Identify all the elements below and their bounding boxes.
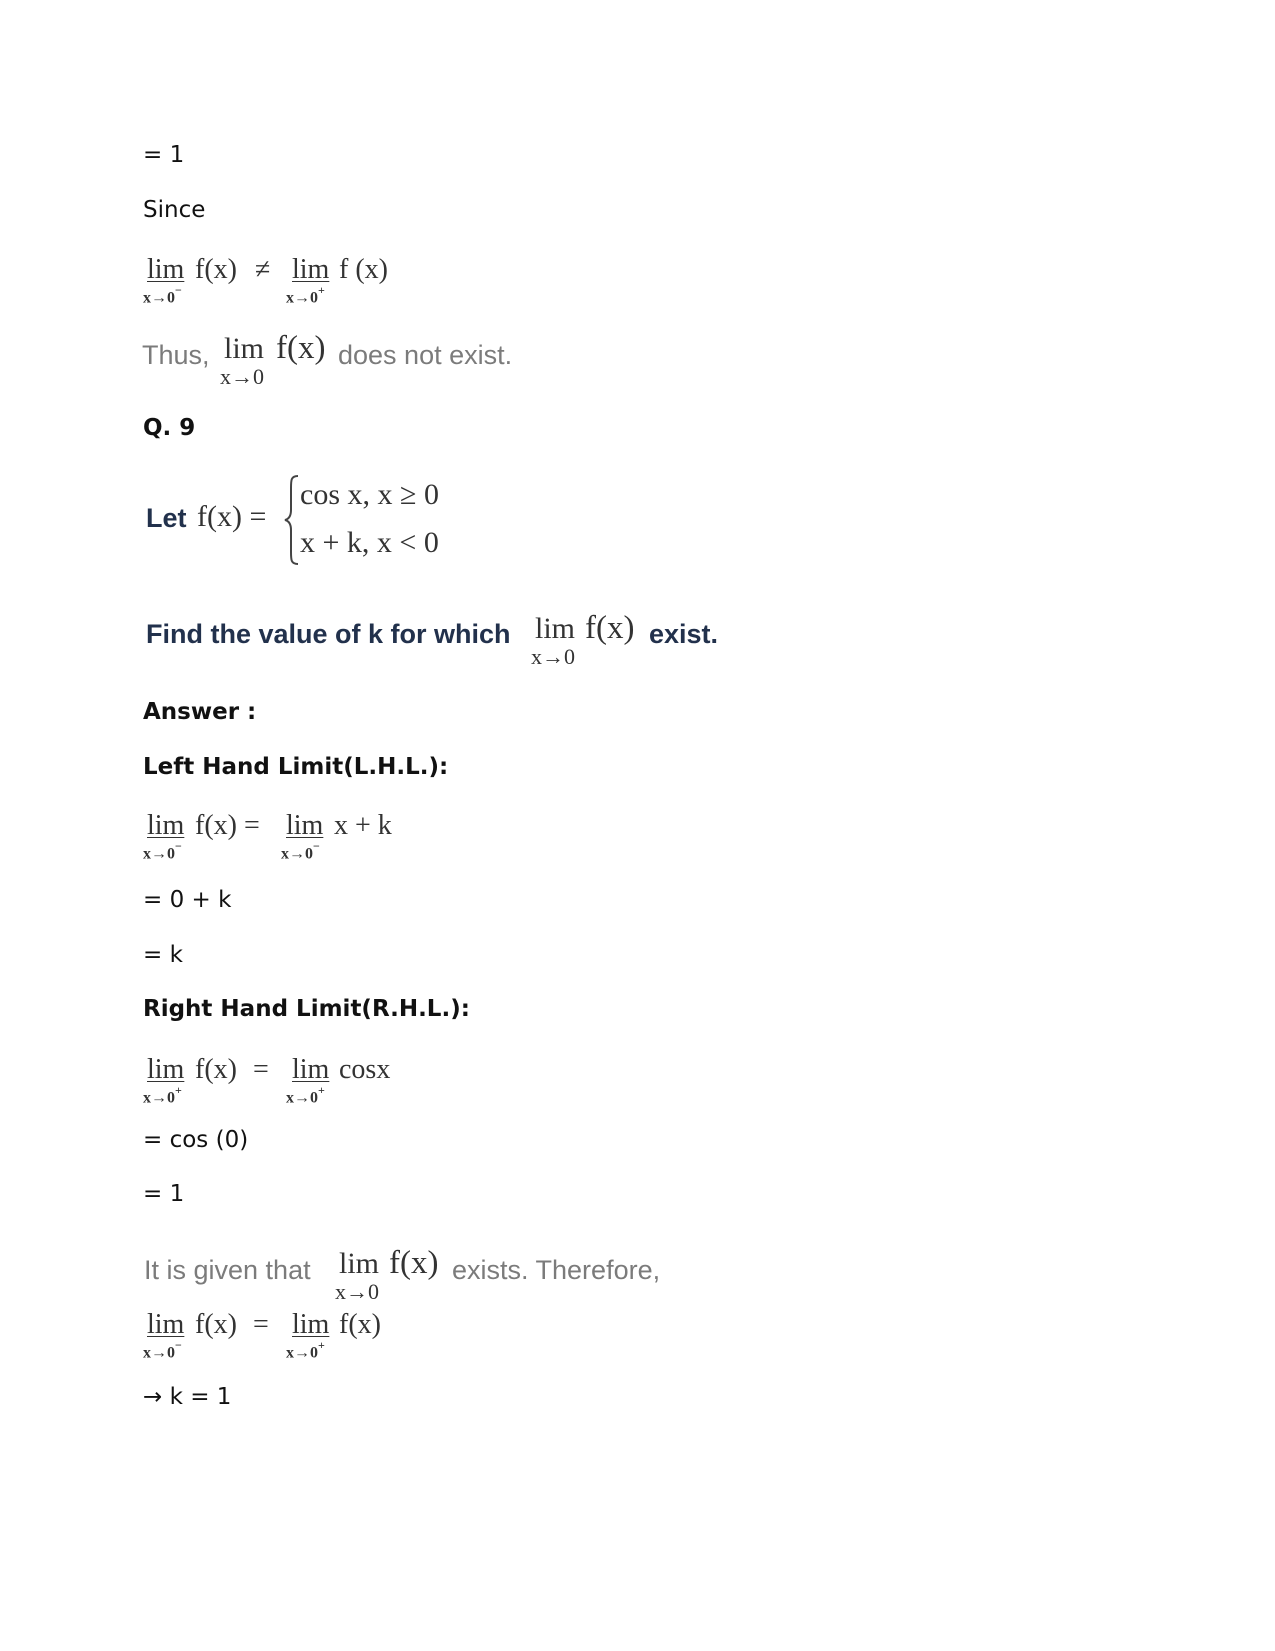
limit-subscript: x→0− <box>143 839 182 863</box>
case-cos: cos x, x ≥ 0 <box>300 478 439 511</box>
limits-equal-expression <box>143 1309 403 1362</box>
given-prefix: It is given that <box>144 1255 311 1285</box>
lim-word: lim <box>292 254 330 285</box>
lhl-expression <box>143 810 403 863</box>
right-limit <box>286 1309 330 1362</box>
let-word: Let <box>146 503 187 533</box>
function-definition-lhs: f(x) = <box>197 500 267 533</box>
lim-word: lim <box>292 1054 330 1085</box>
lim-word: lim <box>286 810 324 841</box>
given-suffix: exists. Therefore, <box>452 1255 661 1285</box>
lhl-step-2: = k <box>143 942 183 968</box>
rhl-expression <box>143 1054 413 1107</box>
limit-subscript: x→0 <box>531 644 575 669</box>
find-limit <box>531 610 635 669</box>
function-fx: f(x) <box>276 330 326 366</box>
given-limit <box>335 1245 439 1304</box>
rhl-step-2: = 1 <box>143 1181 185 1207</box>
find-suffix: exist. <box>649 619 719 649</box>
right-expression: x + k <box>334 810 392 841</box>
thus-limit <box>220 330 326 389</box>
function-fx: f(x) <box>585 610 635 646</box>
lim-word: lim <box>147 254 185 285</box>
left-limit <box>143 1054 185 1107</box>
brace-icon <box>283 474 301 566</box>
lim-word: lim <box>147 810 185 841</box>
thus-suffix: does not exist. <box>338 340 513 370</box>
limit-subscript: x→0+ <box>286 1338 325 1362</box>
conclusion-line: → k = 1 <box>143 1384 232 1410</box>
rhl-heading: Right Hand Limit(R.H.L.): <box>143 996 470 1022</box>
limit-subscript: x→0 <box>335 1279 379 1304</box>
right-function: f(x) <box>339 1309 381 1340</box>
left-limit <box>143 254 185 307</box>
lhl-step-1: = 0 + k <box>143 887 232 913</box>
equals-one-line: = 1 <box>143 142 185 168</box>
limits-not-equal-expression <box>143 254 403 307</box>
lim-word: lim <box>339 1247 380 1280</box>
lim-word: lim <box>147 1309 185 1340</box>
function-fx: f(x) <box>389 1245 439 1281</box>
equals-sign: = <box>253 1309 269 1340</box>
limit-subscript: x→0+ <box>286 1083 325 1107</box>
lim-word: lim <box>224 332 265 365</box>
thus-prefix: Thus, <box>142 340 210 370</box>
limit-subscript: x→0+ <box>143 1083 182 1107</box>
lim-word: lim <box>292 1309 330 1340</box>
limit-subscript: x→0 <box>220 364 264 389</box>
find-prefix: Find the value of k for which <box>146 619 511 649</box>
lim-word: lim <box>535 612 576 645</box>
not-equal-sign: ≠ <box>255 254 271 285</box>
right-limit <box>281 810 324 863</box>
limit-subscript: x→0− <box>143 283 182 307</box>
equals-sign: = <box>253 1054 269 1085</box>
right-expression: cosx <box>339 1054 391 1085</box>
left-function: f(x) <box>195 1054 237 1085</box>
left-function: f(x) <box>195 254 237 285</box>
question-label: Q. 9 <box>143 415 196 441</box>
left-limit <box>143 810 185 863</box>
limit-subscript: x→0+ <box>286 283 325 307</box>
rhl-step-1: = cos (0) <box>143 1127 249 1153</box>
left-function: f(x) = <box>195 810 260 841</box>
limit-subscript: x→0− <box>143 1338 182 1362</box>
case-linear: x + k, x < 0 <box>300 526 439 559</box>
left-limit <box>143 1309 185 1362</box>
right-limit <box>286 254 330 307</box>
lhl-heading: Left Hand Limit(L.H.L.): <box>143 754 449 780</box>
limit-subscript: x→0− <box>281 839 320 863</box>
since-text: Since <box>143 197 206 223</box>
right-limit <box>286 1054 330 1107</box>
right-function: f (x) <box>339 254 388 285</box>
answer-label: Answer : <box>143 699 257 725</box>
lim-word: lim <box>147 1054 185 1085</box>
left-function: f(x) <box>195 1309 237 1340</box>
left-brace <box>283 474 301 571</box>
